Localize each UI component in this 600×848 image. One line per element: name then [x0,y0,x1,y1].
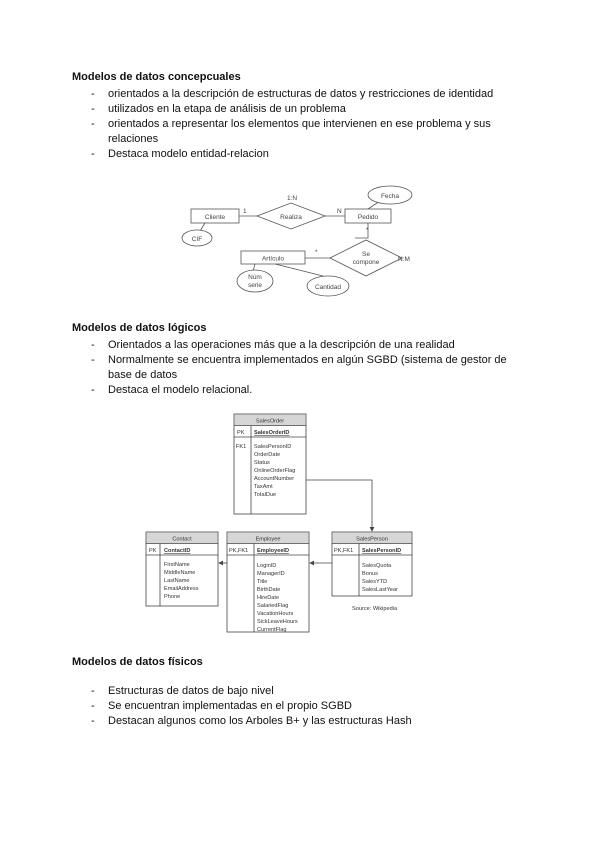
section-title-conceptual: Modelos de datos concepcuales [72,71,241,83]
table-salesperson-title: SalesPerson [356,536,388,543]
table-field: AccountNumber [254,476,295,482]
entity-cliente-label: Cliente [204,214,226,221]
card-label: 1:N [287,195,298,202]
table-field: ManagerID [257,571,285,577]
bullet-item: - Normalmente se encuentra implementados en algún SGBD (sistema de gestor de base de datos [72,353,532,383]
er-diagram [175,183,415,300]
table-field: SalesPersonID [254,444,292,450]
table-field: SalariedFlag [257,603,289,609]
relation-realiza-label: Realiza [280,214,302,221]
table-employee [227,532,309,633]
table-field: SalesYTD [362,579,388,585]
bullet-item: - Se encuentran implementadas en el propio SGBD [72,699,532,714]
card-label: 1 [243,208,247,215]
table-field: OnlineOrderFlag [254,468,296,474]
table-field: TotalDue [254,492,277,498]
table-field: FirstName [164,562,190,568]
table-field: Phone [164,594,181,600]
table-contact-title: Contact [172,536,192,543]
table-field: VacationHours [257,611,294,617]
card-label: * [315,249,318,256]
entity-articulo-label: Artículo [261,255,285,263]
source-label: Source: Wikipedia [352,606,398,612]
table-salesorder [234,414,306,514]
table-field: Bonus [362,571,378,577]
relation-compone-label-2: compone [352,259,380,266]
attr-cantidad-label: Cantidad [314,284,342,291]
bullet-item: - Destaca el modelo relacional. [72,383,532,398]
entity-pedido-label: Pedido [357,214,379,221]
attr-fecha-label: Fecha [380,193,400,200]
table-field: Status [254,460,270,466]
table-salesorder-fk-label: FK1 [236,444,247,450]
table-field: MiddleName [164,570,196,576]
relation-compone [330,240,402,276]
table-salesorder-pk-label: PK [237,430,245,436]
relation-compone-label-1: Se [362,251,370,258]
bullet-item: - Estructuras de datos de bajo nivel [72,684,532,699]
bullet-item: - Destaca modelo entidad-relacion [72,147,532,162]
table-field: EmailAddress [164,586,199,592]
bullet-item: - Orientados a las operaciones más que a la descripción de una realidad [72,338,532,353]
table-employee-title: Employee [255,536,281,543]
card-label: * [366,227,369,234]
card-label: N [337,208,342,215]
attr-num-serie-label-2: serie [247,282,263,289]
bullet-item: - orientados a la descripción de estructuras de datos y restricciones de identidad [72,87,532,102]
table-field: SalesQuota [362,563,392,569]
table-field: TaxAmt [254,484,273,490]
table-contact [146,532,218,606]
table-contact-pk-label: PK [149,548,157,554]
table-employee-pk-field: EmployeeID [257,548,290,554]
card-label: N:M [398,256,410,263]
er-line [200,223,205,231]
section-title-logical: Modelos de datos lógicos [72,322,207,334]
er-line [275,264,323,276]
table-salesorder-pk-field: SalesOrderID [254,430,290,436]
table-contact-pk-field: ContactID [164,548,191,554]
table-field: OrderDate [254,452,281,458]
table-employee-pk-label: PK,FK1 [229,548,249,554]
table-field: HireDate [257,595,280,601]
relational-diagram [140,410,430,638]
attr-num-serie-label-1: Núm [248,274,262,281]
table-field: LastName [164,578,190,584]
table-field: SalesLastYear [362,587,398,593]
table-field: Title [257,579,268,585]
table-salesperson-pk-field: SalesPersonID [362,548,402,554]
bullet-list-conceptual [72,87,532,162]
table-salesperson-pk-label: PK,FK1 [334,548,354,554]
table-field: BirthDate [257,587,281,593]
table-field: CurrentFlag [257,627,287,633]
bullet-item: - orientados a representar los elementos que intervienen en ese problema y sus relaciones [72,117,532,147]
relation-arrow [306,480,372,531]
table-field: LoginID [257,563,277,569]
table-salesorder-title: SalesOrder [255,418,285,425]
bullet-item: - Destacan algunos como los Arboles B+ y las estructuras Hash [72,714,532,729]
table-salesperson [332,532,412,596]
section-title-physical: Modelos de datos físicos [72,656,203,668]
table-field: SickLeaveHours [257,619,298,625]
attr-cif-label: CIF [191,236,203,243]
bullet-item: - utilizados en la etapa de análisis de un problema [72,102,532,117]
bullet-list-physical [72,684,532,729]
bullet-list-logical [72,338,532,398]
